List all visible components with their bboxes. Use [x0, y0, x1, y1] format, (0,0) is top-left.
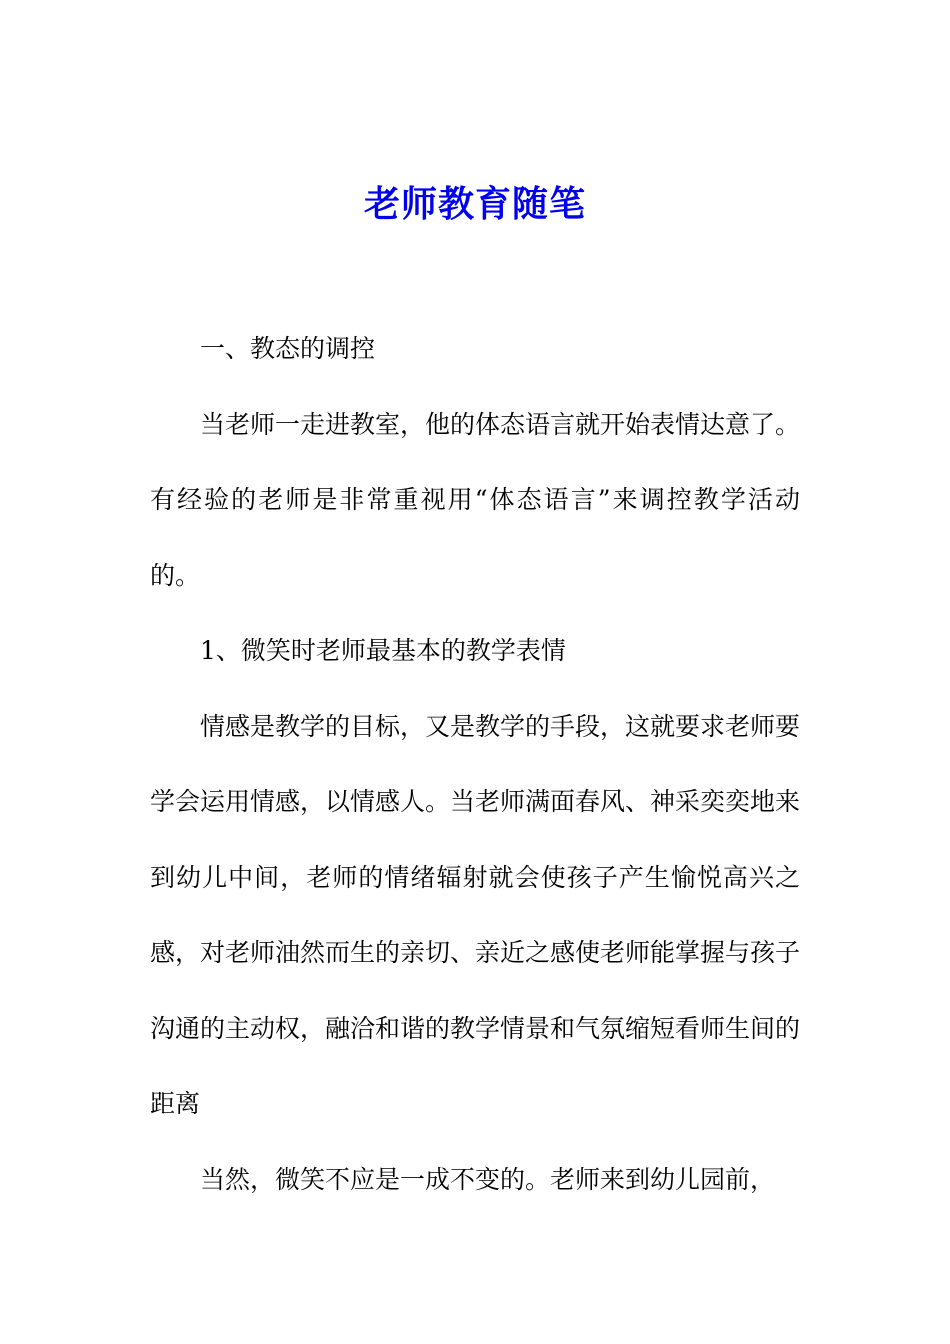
subsection-heading: 1、微笑时老师最基本的教学表情 — [200, 636, 566, 665]
paragraph: 当然，微笑不应是一成不变的。老师来到幼儿园前， — [200, 1164, 776, 1194]
document-body — [150, 311, 800, 1217]
page-title: 老师教育随笔 — [363, 183, 586, 225]
section-heading: 一、教态的调控 — [200, 334, 376, 363]
paragraph: 当老师一走进教室，他的体态语言就开始表情达意了。有经验的老师是非常重视用“体态语言”来调控教学活动的。 — [150, 409, 801, 590]
paragraph: 情感是教学的目标，又是教学的手段，这就要求老师要学会运用情感，以情感人。当老师满面春风、神采奕奕地来到幼儿中间，老师的情绪辐射就会使孩子产生愉悦高兴之感，对老师油然而生的亲切、亲近之感使老师能掌握与孩子沟通的主动权，融洽和谐的教学情景和气氛缩短看师生间的距离 — [150, 711, 801, 1118]
